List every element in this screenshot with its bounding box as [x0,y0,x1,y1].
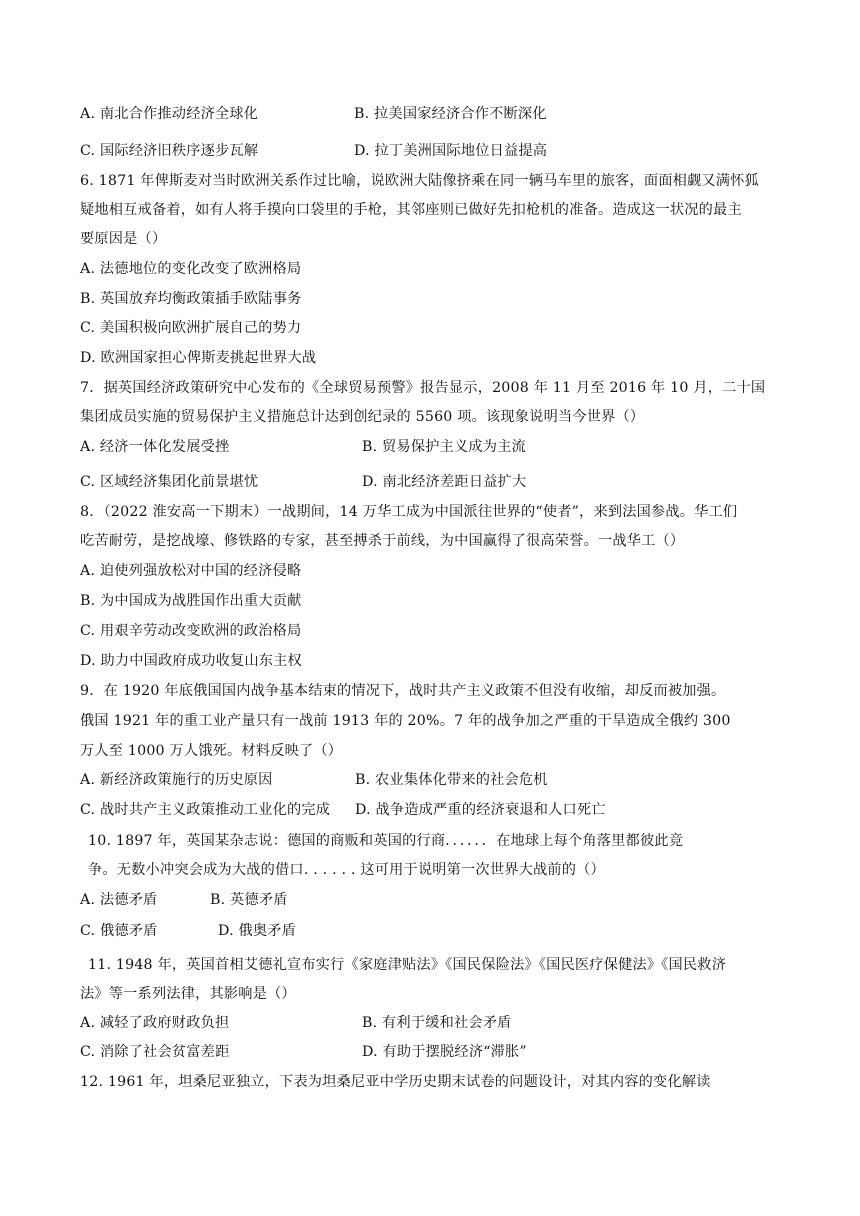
q9-stem-line-1: 9．在 1920 年底俄国国内战争基本结束的情况下，战时共产主义政策不但没有收缩，却反而被加强。 [80,683,726,699]
q9-option-a: A. 新经济政策施行的历史原因 [80,772,273,788]
q6-stem-line-1: 6. 1871 年俾斯麦对当时欧洲关系作过比喻，说欧洲大陆像挤乘在同一辆马车里的旅客，面面相觑又满怀狐 [80,173,759,189]
q6-option-c: C. 美国积极向欧洲扩展自己的势力 [80,320,302,336]
q7-option-a: A. 经济一体化发展受挫 [80,439,230,455]
q5-option-c: C. 国际经济旧秩序逐步瓦解 [80,143,259,159]
q11-option-b: B. 有利于缓和社会矛盾 [362,1015,512,1031]
q10-stem-line-1: 10. 1897 年，英国某杂志说：德国的商贩和英国的行商．．．．．．在地球上每个角落里都彼此竞 [88,833,684,849]
q7-option-c: C. 区域经济集团化前景堪忧 [80,474,259,490]
q9-option-d: D. 战争造成严重的经济衰退和人口死亡 [355,802,606,818]
q6-option-d: D. 欧洲国家担心俾斯麦挑起世界大战 [80,350,317,366]
q6-option-b: B. 英国放弃均衡政策插手欧陆事务 [80,291,302,307]
q10-option-a: A. 法德矛盾 [80,892,158,908]
q6-stem-line-2: 疑地相互戒备着，如有人将手摸向口袋里的手枪，其邻座则已做好先扣枪机的准备。造成这一状况的最主 [80,202,742,218]
q7-stem-line-2: 集团成员实施的贸易保护主义措施总计达到创纪录的 5560 项。该现象说明当今世界（） [80,409,645,425]
q11-stem-line-1: 11. 1948 年，英国首相艾德礼宣布实行《家庭津贴法》《国民保险法》《国民医疗保健法》《国民救济 [88,957,727,973]
q10-option-c: C. 俄德矛盾 [80,923,158,939]
q8-option-d: D. 助力中国政府成功收复山东主权 [80,653,302,669]
q6-option-a: A. 法德地位的变化改变了欧洲格局 [80,261,302,277]
q11-option-d: D. 有助于摆脱经济“滞胀” [362,1044,527,1060]
q8-option-a: A. 迫使列强放松对中国的经济侵略 [80,563,302,579]
q7-option-b: B. 贸易保护主义成为主流 [362,439,526,455]
q9-option-c: C. 战时共产主义政策推动工业化的完成 [80,802,331,818]
q8-stem-line-2: 吃苦耐劳，是挖战壕、修铁路的专家，甚至搏杀于前线，为中国赢得了很高荣誉。一战华工（） [80,533,685,549]
q9-stem-line-2: 俄国 1921 年的重工业产量只有一战前 1913 年的 20%。7 年的战争加之严重的干旱造成全俄约 300 [80,713,731,729]
q8-option-c: C. 用艰辛劳动改变欧洲的政治格局 [80,623,302,639]
q11-stem-line-2: 法》等一系列法律，其影响是（） [80,986,296,1002]
q6-stem-line-3: 要原因是（） [80,231,167,247]
q7-stem-line-1: 7．据英国经济政策研究中心发布的《全球贸易预警》报告显示，2008 年 11 月至 2016 年 10 月，二十国 [80,380,766,396]
q11-option-a: A. 减轻了政府财政负担 [80,1015,230,1031]
q8-stem-line-1: 8．（2022 淮安高一下期末）一战期间，14 万华工成为中国派往世界的“使者”，来到法国参战。华工们 [80,504,738,520]
q10-option-d: D. 俄奥矛盾 [218,923,297,939]
q5-option-b: B. 拉美国家经济合作不断深化 [354,106,547,122]
q7-option-d: D. 南北经济差距日益扩大 [362,474,527,490]
q12-stem-line-1: 12. 1961 年，坦桑尼亚独立，下表为坦桑尼亚中学历史期末试卷的问题设计，对其内容的变化解读 [80,1074,711,1090]
q5-option-d: D. 拉丁美洲国际地位日益提高 [354,143,548,159]
q5-option-a: A. 南北合作推动经济全球化 [80,106,259,122]
q8-option-b: B. 为中国成为战胜国作出重大贡献 [80,593,302,609]
q10-stem-line-2: 争。无数小冲突会成为大战的借口. . . . . . 这可用于说明第一次世界大战前的（） [88,862,605,878]
q11-option-c: C. 消除了社会贫富差距 [80,1044,230,1060]
q9-option-b: B. 农业集体化带来的社会危机 [355,772,548,788]
q10-option-b: B. 英德矛盾 [210,892,288,908]
q9-stem-line-3: 万人至 1000 万人饿死。材料反映了（） [80,743,343,759]
